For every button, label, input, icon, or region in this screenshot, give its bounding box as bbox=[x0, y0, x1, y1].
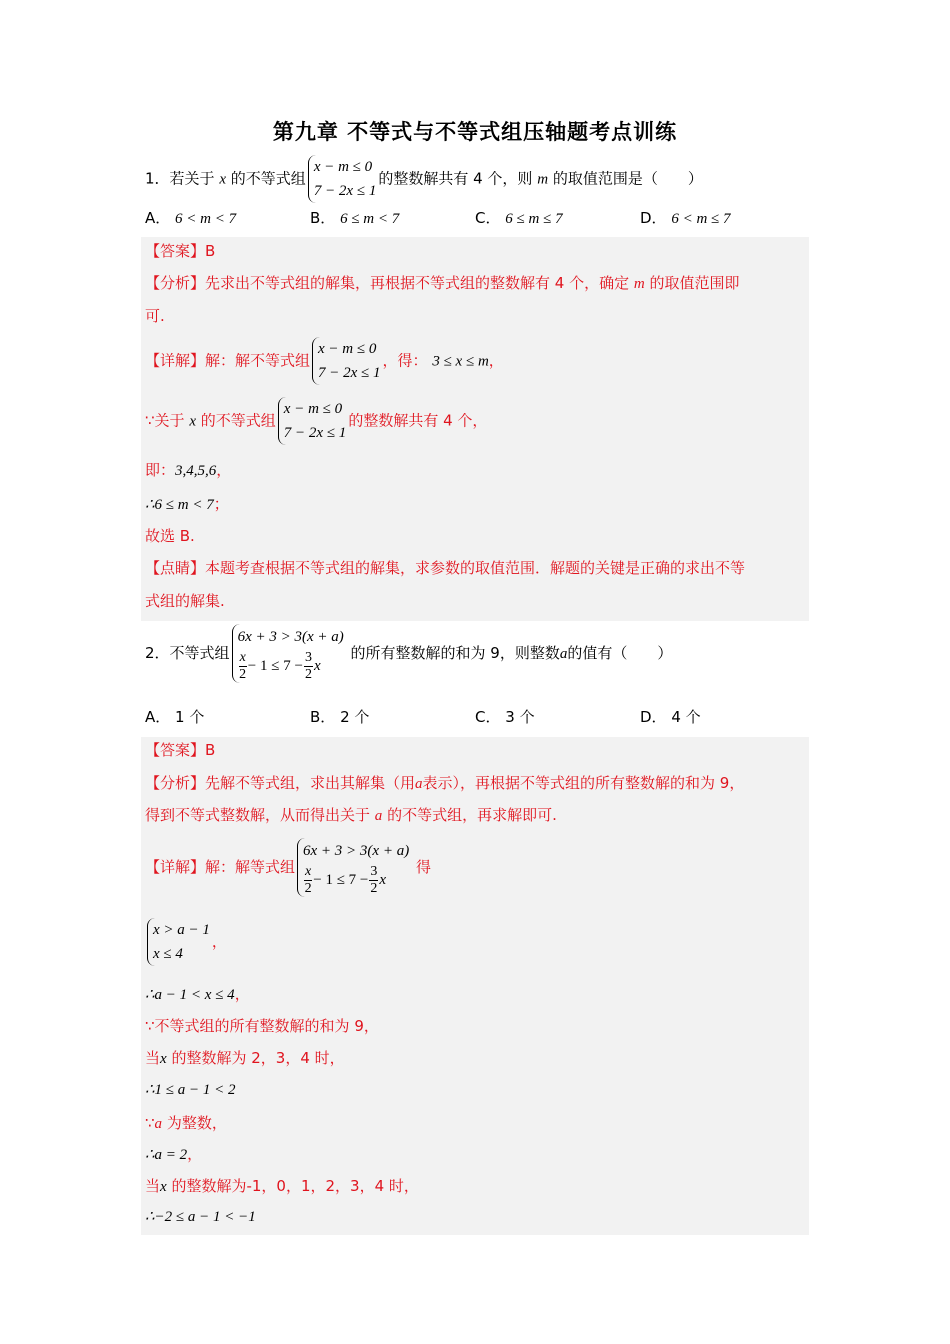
inequality-system: x − m ≤ 0 7 − 2x ≤ 1 bbox=[278, 397, 347, 445]
step-line: ∴1 ≤ a − 1 < 2 bbox=[145, 1082, 236, 1098]
step-line: ∴a = 2， bbox=[145, 1145, 203, 1163]
question-1: 1．若关于 x 的不等式组 x − m ≤ 0 7 − 2x ≤ 1 的整数解共有 4 个，则 m 的取值范围是（ ） bbox=[145, 155, 703, 203]
analysis-2: 【分析】先解不等式组，求出其解集（用a表示），再根据不等式组的所有整数解的和为 9， bbox=[145, 774, 745, 792]
integer-solutions: 即：3,4,5,6， bbox=[145, 461, 232, 479]
comment-1: 【点睛】本题考查根据不等式组的解集，求参数的取值范围．解题的关键是正确的求出不等 bbox=[145, 559, 746, 577]
option-c: C． 6 ≤ m ≤ 7 bbox=[475, 209, 563, 227]
page-title: 第九章 不等式与不等式组压轴题考点训练 bbox=[272, 120, 678, 144]
answer-2: 【答案】B bbox=[145, 741, 216, 759]
inequality-system: 6x + 3 > 3(x + a) $\frac{x}{2}$ − 1 ≤ 7 − $\frac{3}{2}$ x bbox=[297, 838, 409, 897]
option-b: B． 6 ≤ m < 7 bbox=[310, 209, 400, 227]
inequality-system: x − m ≤ 0 7 − 2x ≤ 1 bbox=[308, 155, 377, 203]
choose-1: 故选 B. bbox=[145, 527, 195, 545]
step-line: ∴−2 ≤ a − 1 < −1 bbox=[145, 1209, 256, 1225]
option-d: D． 6 < m ≤ 7 bbox=[640, 209, 731, 227]
option-c: C． 3 个 bbox=[475, 708, 535, 726]
step-line: ∵不等式组的所有整数解的和为 9， bbox=[145, 1017, 379, 1035]
detail-1: 【详解】解：解不等式组 x − m ≤ 0 7 − 2x ≤ 1 ，得： 3 ≤ x ≤ m， bbox=[145, 337, 504, 385]
inequality-system: x − m ≤ 0 7 − 2x ≤ 1 bbox=[312, 337, 381, 385]
answer-1: 【答案】B bbox=[145, 242, 216, 260]
result-system: x > a − 1 x ≤ 4 ， bbox=[145, 918, 227, 966]
step-line: ∵a 为整数， bbox=[145, 1114, 227, 1132]
step-line: ∴a − 1 < x ≤ 4， bbox=[145, 985, 250, 1003]
question-2: 2．不等式组 6x + 3 > 3(x + a) $\frac{x}{2}$ − 1 ≤ 7 − $\frac{3}{2}$ x 的所有整数解的和为 9，则整数a的值有（ ） bbox=[145, 624, 672, 683]
inequality-system: x > a − 1 x ≤ 4 bbox=[147, 918, 210, 966]
since-1: ∵关于 x 的不等式组 x − m ≤ 0 7 − 2x ≤ 1 的整数解共有 4 个， bbox=[145, 397, 487, 445]
step-line: 当x 的整数解为 2，3，4 时， bbox=[145, 1049, 345, 1067]
step-line: 当x 的整数解为-1，0，1，2，3，4 时， bbox=[145, 1177, 419, 1195]
option-a: A． 6 < m < 7 bbox=[145, 209, 237, 227]
question-number: 2． bbox=[145, 644, 170, 662]
detail-2: 【详解】解：解等式组 6x + 3 > 3(x + a) $\frac{x}{2}$ − 1 ≤ 7 − $\frac{3}{2}$ x 得 bbox=[145, 838, 431, 897]
analysis-1: 【分析】先求出不等式组的解集，再根据不等式组的整数解有 4 个，确定 m 的取值范围即 bbox=[145, 274, 740, 292]
option-b: B． 2 个 bbox=[310, 708, 370, 726]
question-number: 1． bbox=[145, 169, 170, 188]
option-a: A． 1 个 bbox=[145, 708, 205, 726]
option-d: D． 4 个 bbox=[640, 708, 701, 726]
therefore-1: ∴6 ≤ m < 7； bbox=[145, 495, 229, 513]
inequality-system: 6x + 3 > 3(x + a) $\frac{x}{2}$ − 1 ≤ 7 − $\frac{3}{2}$ x bbox=[232, 624, 344, 683]
